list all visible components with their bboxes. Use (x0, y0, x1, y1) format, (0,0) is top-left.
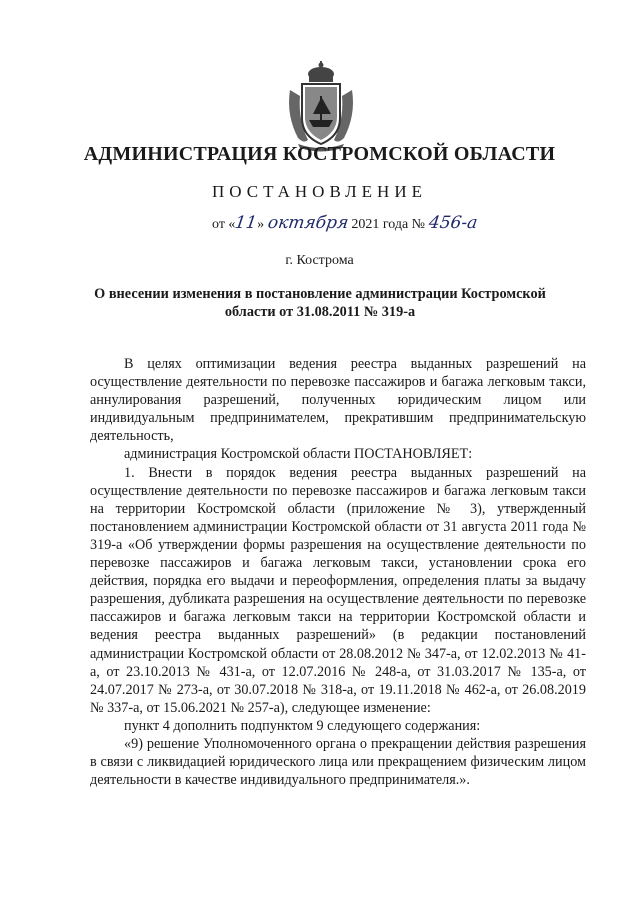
document-type: ПОСТАНОВЛЕНИЕ (211, 182, 427, 201)
crown-icon (308, 61, 334, 82)
handwritten-month: октября (266, 213, 350, 233)
coat-of-arms-emblem (284, 60, 358, 152)
date-year-text: 2021 года № (347, 217, 429, 232)
date-middle: » (257, 217, 268, 232)
resolves-paragraph: администрация Костромской области ПОСТАНОВЛЯЕТ: (124, 446, 473, 463)
date-prefix: от « (212, 217, 236, 232)
document-body (90, 355, 586, 789)
amendment-intro-paragraph: пункт 4 дополнить подпунктом 9 следующего содержания: (124, 717, 481, 734)
document-title: О внесении изменения в постановление администрации Костромской области от 31.08.2011 № 319-а (94, 286, 546, 320)
amendment-text-paragraph: «9) решение Уполномоченного органа о прекращении действия разрешения в связи с ликвидацией юридического лица или прекращением физическим лицом деятельности в качестве индивидуального предпринимателя.». (90, 735, 586, 789)
handwritten-number: 456-а (427, 213, 479, 233)
item-1-paragraph: 1. Внести в порядок ведения реестра выданных разрешений на осуществление деятельности по перевозке пассажиров и багажа легковым такси на территории Костромской области (приложение № 3), утвержденный постановлением администрации Костромской области от 31 августа 2011 года № 319-а «Об утверждении формы разрешения на осуществление деятельности по перевозке пассажиров и багажа легковым такси, установлении срока его действия, порядка его выдачи и переоформления, определения платы за выдачу разрешения, дубликата разрешения на осуществление деятельности по перевозке пассажиров и багажа легковым такси на территории Костромской области и ведения реестра выданных разрешений» (в редакции постановлений администрации Костромской области от 28.08.2012 № 347-а, от 12.02.2013 № 41-а, от 23.10.2013 № 431-а, от 12.07.2016 № 248-а, от 31.03.2017 № 135-а, от 24.07.2017 № 273-а, от 30.07.2018 № 318-а, от 19.11.2018 № 462-а, от 26.08.2019 № 337-а, от 15.06.2021 № 257-а), следующее изменение: (90, 464, 586, 716)
organization-name: АДМИНИСТРАЦИЯ КОСТРОМСКОЙ ОБЛАСТИ (83, 143, 556, 165)
date-number-line (212, 213, 477, 233)
city: г. Кострома (285, 253, 354, 268)
preamble-paragraph: В целях оптимизации ведения реестра выданных разрешений на осуществление деятельности по перевозке пассажиров и багажа легковым такси, аннулирования разрешений, полученных юридическим лицом или индивидуальным предпринимателем, прекратившим предпринимательскую деятельность, (90, 356, 586, 445)
handwritten-day: 11 (234, 213, 259, 233)
